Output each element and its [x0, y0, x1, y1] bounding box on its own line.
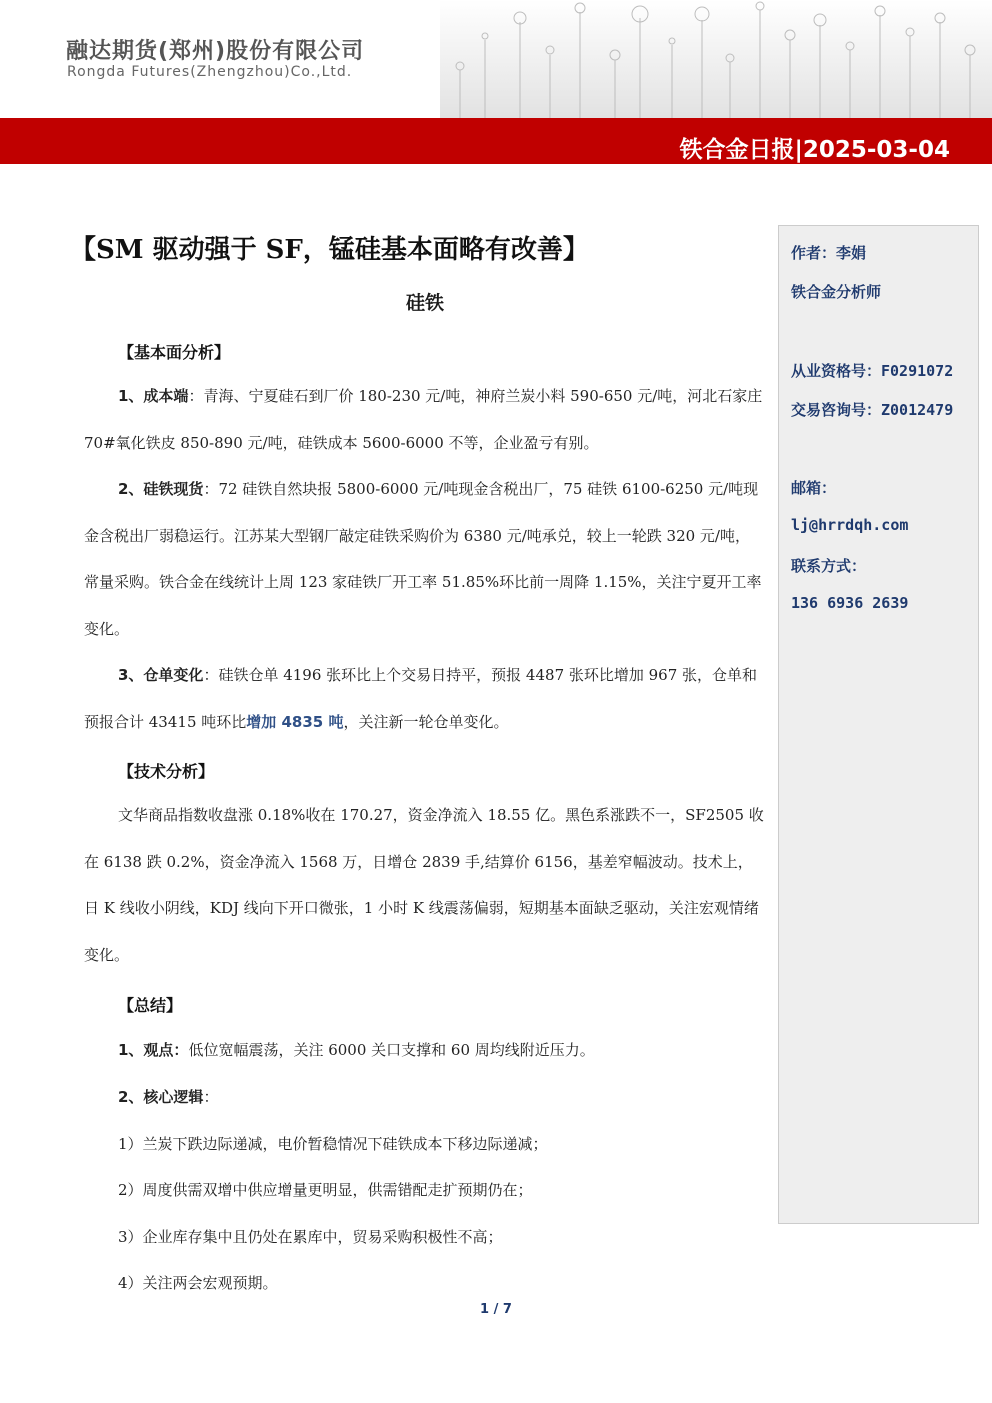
spot-text: ：72 硅铁自然块报 5800-6000 元/吨现金含税出厂，75 硅铁 6100-6250 元/吨现金含税出厂弱稳运行。江苏某大型钢厂敲定硅铁采购价为 6380 元/吨承兑，较上一轮跌 320 元/吨，常量采购。铁合金在线统计上周 123 家硅铁厂开工率 51.85%环比前一周降 1.15%，关注宁夏开工率变化。	[84, 480, 762, 638]
warehouse-label: 3、仓单变化	[118, 666, 204, 684]
header-decoration-graphic	[440, 0, 992, 118]
paragraph-cost	[84, 373, 764, 466]
company-name-cn: 融达期货(郑州)股份有限公司	[66, 39, 365, 64]
warehouse-highlight: 增加 4835 吨	[246, 712, 344, 731]
author-role: 铁合金分析师	[791, 283, 882, 301]
author-name: 作者：李娟	[791, 244, 867, 262]
commodity-title: 硅铁	[405, 292, 444, 314]
summary-view	[118, 1039, 595, 1060]
logic-item: 2）周度供需双增中供应增量更明显，供需错配走扩预期仍在；	[118, 1181, 533, 1199]
report-headline: 【SM 驱动强于 SF，锰硅基本面略有改善】	[70, 235, 589, 265]
paragraph-warehouse	[84, 652, 764, 745]
logic-item: 4）关注两会宏观预期。	[118, 1274, 278, 1292]
cost-text: ：青海、宁夏硅石到厂价 180-230 元/吨，神府兰炭小料 590-650 元/吨，河北石家庄 70#氧化铁皮 850-890 元/吨，硅铁成本 5600-6000 不等，企业盈亏有别。	[84, 387, 763, 452]
view-label: 1、观点：	[118, 1041, 189, 1059]
page-number: 1 / 7	[480, 1302, 512, 1317]
consult-number: 交易咨询号：Z0012479	[791, 401, 954, 419]
company-name-en: Rongda Futures(Zhengzhou)Co.,Ltd.	[67, 64, 353, 80]
report-title: 铁合金日报|2025-03-04	[679, 137, 950, 163]
warehouse-text-b: ，关注新一轮仓单变化。	[343, 712, 509, 731]
paragraph-spot	[84, 466, 764, 652]
cost-label: 1、成本端	[118, 387, 189, 405]
qualification-number: 从业资格号：F0291072	[791, 362, 954, 380]
contact-label: 联系方式：	[791, 557, 867, 575]
logic-label: 2、核心逻辑	[118, 1088, 204, 1106]
author-sidebar	[778, 225, 979, 1224]
logic-colon: ：	[203, 1088, 219, 1106]
section-heading-summary: 【总结】	[118, 996, 183, 1015]
logic-item: 3）企业库存集中且仍处在累库中，贸易采购积极性不高；	[118, 1228, 503, 1246]
paragraph-technical: 文华商品指数收盘涨 0.18%收在 170.27，资金净流入 18.55 亿。黑色系涨跌不一，SF2505 收在 6138 跌 0.2%，资金净流入 1568 万，日增仓 2839 手,结算价 6156，基差窄幅波动。技术上，日 K 线收小阴线，KDJ 线向下开口微张，1 小时 K 线震荡偏弱，短期基本面缺乏驱动，关注宏观情绪变化。	[84, 806, 764, 964]
email-address[interactable]: lj@hrrdqh.com	[791, 516, 909, 534]
spot-label: 2、硅铁现货	[118, 480, 204, 498]
logic-item: 1）兰炭下跌边际递减，电价暂稳情况下硅铁成本下移边际递减；	[118, 1135, 548, 1153]
email-label: 邮箱：	[791, 479, 837, 497]
summary-logic-heading	[118, 1086, 218, 1107]
phone-number: 136 6936 2639	[791, 594, 909, 612]
warehouse-text-a: ：硅铁仓单 4196 张环比上个交易日持平，预报 4487 张环比增加 967 张，仓单和预报合计 43415 吨环比	[84, 666, 758, 731]
view-text: 低位宽幅震荡，关注 6000 关口支撑和 60 周均线附近压力。	[188, 1041, 595, 1059]
section-heading-fundamental: 【基本面分析】	[118, 343, 231, 362]
page-header	[0, 0, 992, 118]
section-heading-technical: 【技术分析】	[118, 762, 215, 781]
